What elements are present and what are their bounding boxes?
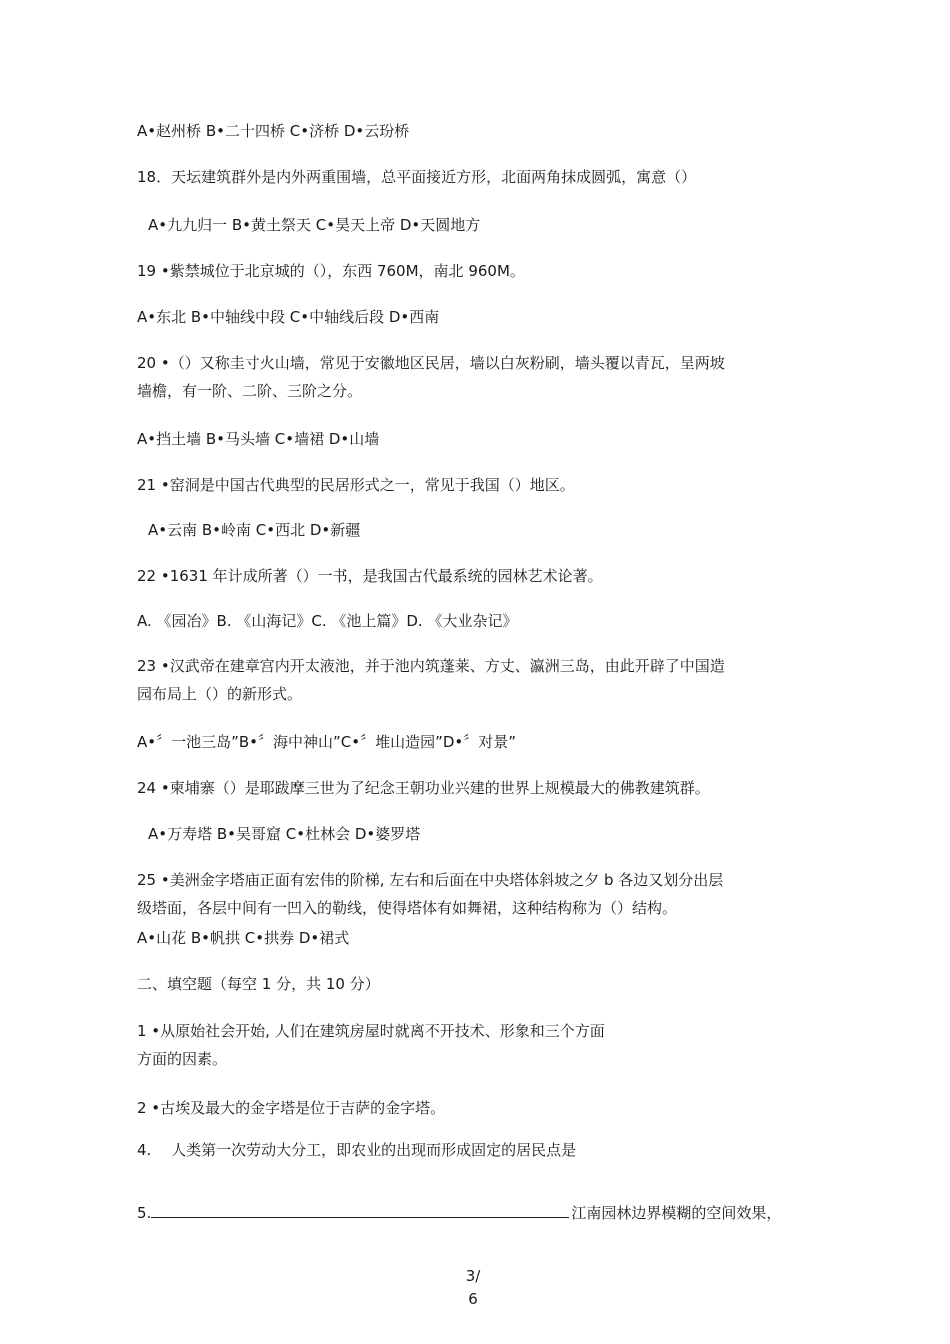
- q20-text-line2: 墙檐，有一阶、二阶、三阶之分。: [137, 382, 363, 400]
- q24-options: A•万寿塔 B•吴哥窟 C•杜林会 D•婆罗塔: [148, 825, 421, 843]
- q21-options: A•云南 B•岭南 C•西北 D•新疆: [148, 521, 361, 539]
- fill-q4-text: 4. 人类第一次劳动大分工，即农业的出现而形成固定的居民点是: [137, 1141, 577, 1159]
- q25-text-line1: 25 •美洲金字塔庙正面有宏伟的阶梯, 左右和后面在中央塔体斜坡之夕 b 各边又划分出层: [137, 871, 724, 889]
- fill-q1-line1: 1 •从原始社会开始, 人们在建筑房屋时就离不开技术、形象和三个方面: [137, 1022, 605, 1040]
- q23-text-line1: 23 •汉武帝在建章宫内开太液池，并于池内筑蓬莱、方丈、瀛洲三岛，由此开辟了中国造: [137, 657, 725, 675]
- answer-blank: [151, 1201, 569, 1218]
- q21-text: 21 •窑洞是中国古代典型的民居形式之一，常见于我国（）地区。: [137, 476, 575, 494]
- q20-text-line1: 20 •（）又称圭寸火山墙，常见于安徽地区民居，墙以白灰粉刷，墙头覆以青瓦，呈两坡: [137, 354, 725, 372]
- fill-q5-suffix: 江南园林边界模糊的空间效果，: [571, 1204, 782, 1222]
- q17-options: A•赵州桥 B•二十四桥 C•济桥 D•云玢桥: [137, 122, 410, 140]
- page-number-top: 3/: [465, 1267, 481, 1285]
- q25-text-line2: 级塔面，各层中间有一凹入的勒线，使得塔体有如舞裙，这种结构称为（）结构。: [137, 899, 678, 917]
- q18-options: A•九九归一 B•黄土祭天 C•昊天上帝 D•天圆地方: [148, 216, 481, 234]
- fill-q5-number: 5.: [137, 1204, 152, 1222]
- q23-options: A•〞一池三岛”B•〞海中神山”C•〞堆山造园”D•〞对景”: [137, 733, 517, 751]
- q19-text: 19 •紫禁城位于北京城的（），东西 760M，南北 960M。: [137, 262, 525, 280]
- fill-q2-text: 2 •古埃及最大的金字塔是位于吉萨的金字塔。: [137, 1099, 446, 1117]
- q25-options: A•山花 B•帆拱 C•拱券 D•裙式: [137, 929, 350, 947]
- section-fill-in-heading: 二、填空题（每空 1 分，共 10 分）: [137, 975, 380, 993]
- q24-text: 24 •柬埔寨（）是耶跋摩三世为了纪念王朝功业兴建的世界上规模最大的佛教建筑群。: [137, 779, 710, 797]
- fill-q5-text: [137, 1201, 781, 1224]
- q22-text: 22 •1631 年计成所著（）一书，是我国古代最系统的园林艺术论著。: [137, 567, 603, 585]
- page-number-bottom: 6: [468, 1290, 478, 1308]
- q23-text-line2: 园布局上（）的新形式。: [137, 685, 303, 703]
- q19-options: A•东北 B•中轴线中段 C•中轴线后段 D•西南: [137, 308, 440, 326]
- q22-options: A. 《园冶》B. 《山海记》C. 《池上篇》D. 《大业杂记》: [137, 612, 518, 630]
- q18-text: 18．天坛建筑群外是内外两重围墙，总平面接近方形，北面两角抹成圆弧，寓意（）: [137, 168, 697, 186]
- fill-q1-line2: 方面的因素。: [137, 1050, 228, 1068]
- q20-options: A•挡土墙 B•马头墙 C•墙裙 D•山墙: [137, 430, 380, 448]
